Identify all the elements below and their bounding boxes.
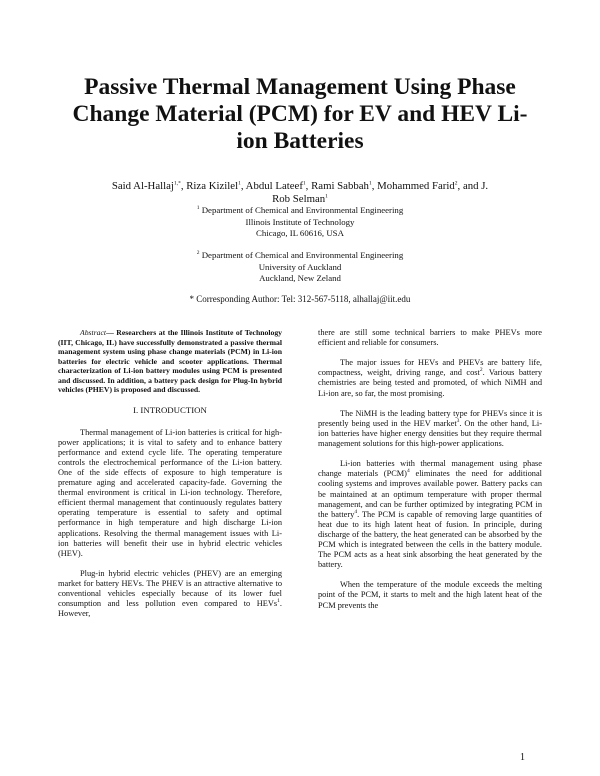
author-riza-sup: 1 bbox=[238, 180, 241, 187]
affiliation-2 bbox=[130, 250, 470, 285]
affiliation-1-institution: Illinois Institute of Technology bbox=[245, 216, 355, 227]
pcm-citation-2: 4 bbox=[354, 508, 358, 515]
nimh-text: The NiMH is the leading battery type for PHEVs since it is presently being used in the HEV market bbox=[318, 408, 542, 428]
abstract-text: Researchers at the Illinois Institute of Technology (IIT, Chicago, IL) have successfully demonstrated a passive thermal management system using phase change materials (PCM) in Li-ion batteries for electric vehicle and scooter applications. Thermal characterization of Li-ion battery modules using PCM is presented and discussed. In addition, a battery pack design for Plug-In hybrid vehicles (PHEV) is proposed and discussed. bbox=[58, 328, 283, 394]
abstract bbox=[58, 328, 282, 395]
paragraph-continued: there are still some technical barriers to make PHEVs more efficient and reliable for consumers. bbox=[318, 328, 542, 348]
paragraph-thermal-management: Thermal management of Li-ion batteries is critical for high-power applications; it is vital to safety and to enhance battery performance and extend cycle life. The operating temperature controls the electrochemical performance of the Li-ion battery. One of the side effects of exposure to high temperature is premature aging and accelerated capacity-fade. Governing the thermal environment is critical in Li-ion technology. Therefore, efficient thermal management that continuously regulates battery operating temperature is essential to safety and optimal performance in high temperature and high discharge Li-ion applications. Resolving the thermal management issues with Li-ion batteries will benefit their use in hybrid electric vehicles (HEV). bbox=[58, 427, 282, 558]
pcm-text-b: eliminates the need for additional cooling systems and improves available power. Battery packs can be maintained at an optimum temperature with proper thermal management, and can be further optimized by integrating PCM in the battery bbox=[318, 469, 542, 519]
section-heading-introduction: I. INTRODUCTION bbox=[133, 404, 207, 415]
pcm-citation-1: 4 bbox=[406, 468, 410, 475]
major-issues-text: The major issues for HEVs and PHEVs are battery life, compactness, weight, driving range, and cost bbox=[318, 358, 542, 378]
phev-text: Plug-in hybrid electric vehicles (PHEV) are an emerging market for battery HEVs. The PHEV is an attractive alternative to conventional vehicles especially because of its lower fuel consumption and less pollution even compared to HEVs bbox=[58, 568, 282, 609]
affiliation-2-sup: 2 bbox=[196, 250, 200, 257]
author-said: Said Al-Hallaj bbox=[111, 180, 174, 192]
author-rami: Rami Sabbah bbox=[311, 180, 369, 192]
paragraph-phev bbox=[58, 569, 282, 619]
author-rob-sup: 1 bbox=[325, 193, 328, 200]
nimh-citation: 3 bbox=[456, 418, 460, 425]
affiliation-1 bbox=[130, 205, 470, 240]
pcm-text-a: Li-ion batteries with thermal management using phase change materials (PCM) bbox=[318, 459, 542, 479]
paragraph-melting: When the temperature of the module exceeds the melting point of the PCM, it starts to melt and the high latent heat of the PCM prevents the bbox=[318, 580, 542, 610]
major-issues-citation: 2 bbox=[479, 367, 483, 374]
paragraph-major-issues bbox=[318, 358, 542, 398]
abstract-label: Abstract bbox=[80, 328, 107, 337]
left-column bbox=[58, 328, 282, 629]
author-mohammed: Mohammed Farid bbox=[377, 180, 455, 192]
page-number: 1 bbox=[520, 752, 525, 763]
author-riza: Riza Kizilel bbox=[186, 180, 239, 192]
pcm-text-c: . The PCM is capable of removing large quantities of heat due to its high latent heat of fusion. In principle, during discharge of the battery, the heat generated can be absorbed by the PCM which is integrated between the cells in the battery module. The PCM acts as a heat sink absorbing the heat generated by the battery. bbox=[318, 509, 542, 570]
author-mohammed-sup: 2 bbox=[454, 180, 458, 187]
author-list: Said Al-Hallaj$^{1,*}$, Riza Kizilel$^1$, Abdul Lateef$^1$, Rami Sabbah$^1$, Mohammed Farid$^2$, and J. Rob Selman$^1$ bbox=[111, 180, 489, 205]
paper-title: Passive Thermal Management Using Phase Change Material (PCM) for EV and HEV Li-ion Batteries bbox=[72, 74, 528, 154]
corresponding-author: * Corresponding Author: Tel: 312-567-5118, alhallaj@iit.edu bbox=[189, 294, 411, 304]
paragraph-nimh bbox=[318, 409, 542, 449]
affiliation-2-institution: University of Auckland bbox=[258, 261, 342, 272]
affiliation-2-location: Auckland, New Zeland bbox=[259, 273, 341, 283]
paragraph-li-ion-pcm bbox=[318, 459, 542, 570]
author-rami-sup: 1 bbox=[368, 180, 372, 187]
phev-text-end: . However, bbox=[58, 599, 282, 619]
author-abdul-sup: 1 bbox=[302, 180, 306, 187]
abstract-dash: — bbox=[106, 328, 117, 337]
right-column bbox=[318, 328, 542, 621]
affiliation-1-department: Department of Chemical and Environmental Engineering bbox=[201, 205, 404, 215]
author-abdul: Abdul Lateef bbox=[245, 180, 303, 192]
affiliation-2-department: Department of Chemical and Environmental Engineering bbox=[201, 250, 404, 260]
affiliation-1-sup: 1 bbox=[196, 205, 200, 212]
phev-citation: 1 bbox=[277, 598, 280, 605]
affiliation-1-location: Chicago, IL 60616, USA bbox=[256, 228, 344, 238]
author-rob: J. Rob Selman bbox=[272, 180, 489, 205]
major-issues-text-end: . Various battery chemistries are being tested and promoted, of which NiMH and Li-ion are, so far, the most promising. bbox=[318, 368, 542, 398]
author-said-sup: 1,* bbox=[173, 180, 181, 187]
nimh-text-end: . On the other hand, Li-ion batteries have higher energy densities but they require thermal management solutions for this high-power applications. bbox=[318, 418, 542, 449]
